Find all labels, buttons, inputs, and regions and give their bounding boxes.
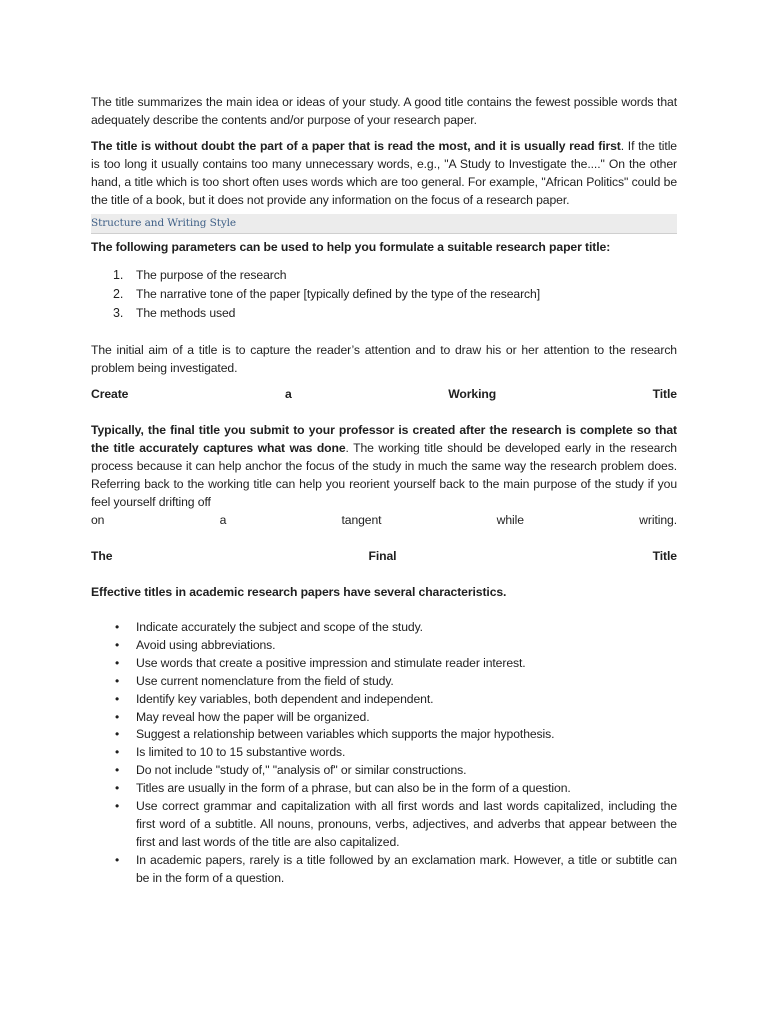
list-item-text: In academic papers, rarely is a title followed by an exclamation mark. However, a title or subtitle can be in the form of a question. — [136, 852, 677, 885]
intro-paragraph-2 — [91, 137, 677, 209]
list-item — [91, 637, 677, 655]
heading-word: a — [284, 387, 292, 401]
list-item — [91, 709, 677, 727]
list-item-text: May reveal how the paper will be organized. — [136, 709, 370, 724]
list-item — [91, 691, 677, 709]
line-word: on — [91, 513, 105, 527]
section-header-structure: Structure and Writing Style — [91, 214, 677, 234]
working-title-paragraph — [91, 421, 677, 511]
params-list — [91, 266, 677, 323]
heading-word: Create — [91, 387, 129, 401]
list-item-text: Use correct grammar and capitalization with all first words and last words capitalized, including the first word of a subtitle. All nouns, pronouns, verbs, adjectives, and adverbs that appear between the first and last words of the title are also capitalized. — [136, 799, 677, 849]
list-item — [91, 655, 677, 673]
list-item — [91, 798, 677, 852]
intro-paragraph-2-rest: . If the title is too long it usually contains too many unnecessary words, e.g., "A Study to Investigate the...." On the other hand, a title which is too short often uses words which are too general. For example, "African Politics" could be the title of a book, but it does not provide any information on the focus of a research paper. — [91, 139, 677, 207]
list-item-text: The methods used — [136, 306, 236, 320]
params-list-item — [91, 266, 677, 285]
list-item — [91, 619, 677, 637]
list-item-text: Do not include "study of," "analysis of" or similar constructions. — [136, 763, 467, 778]
list-item-text: Use words that create a positive impression and stimulate reader interest. — [136, 655, 526, 670]
list-number: 1. — [113, 268, 124, 282]
bullet-icon: • — [115, 673, 120, 688]
list-item-text: Titles are usually in the form of a phrase, but can also be in the form of a question. — [136, 781, 571, 796]
intro-paragraph-2-bold: The title is without doubt the part of a paper that is read the most, and it is usually read first — [91, 139, 621, 153]
final-title-heading — [91, 547, 677, 565]
heading-word: Final — [368, 549, 397, 563]
list-item-text: The narrative tone of the paper [typically defined by the type of the research] — [136, 287, 541, 301]
characteristics-heading — [91, 583, 677, 601]
bullet-icon: • — [115, 781, 120, 796]
list-item-text: Is limited to 10 to 15 substantive words. — [136, 745, 346, 760]
characteristics-list — [91, 619, 677, 888]
list-item — [91, 852, 677, 888]
heading-word: Title — [652, 387, 677, 401]
bullet-icon: • — [115, 745, 120, 760]
list-item-text: Avoid using abbreviations. — [136, 637, 276, 652]
aim-paragraph: The initial aim of a title is to capture the reader’s attention and to draw his or her attention to the research problem being investigated. — [91, 343, 677, 375]
heading-word: Working — [448, 387, 497, 401]
bullet-icon: • — [115, 852, 120, 867]
bullet-icon: • — [115, 655, 120, 670]
list-item-text: Use current nomenclature from the field of study. — [136, 673, 394, 688]
list-item-text: The purpose of the research — [136, 268, 287, 282]
list-item — [91, 744, 677, 762]
heading-word: Title — [652, 549, 677, 563]
working-title-paragraph-rest: . The working title should be developed early in the research process because it can help anchor the focus of the study in much the same way the research problem does. Referring back to the working title can help you reorient yourself back to the main purpose of the study if you feel yourself drifting off — [91, 441, 677, 509]
line-word: while — [496, 513, 524, 527]
bullet-icon: • — [115, 620, 120, 634]
list-item-text: Suggest a relationship between variables which supports the major hypothesis. — [136, 727, 555, 742]
list-item — [91, 780, 677, 798]
line-word: writing. — [639, 513, 677, 527]
bullet-icon: • — [115, 637, 120, 652]
working-title-paragraph-bold: Typically, the final title you submit to your professor is created after the research is complete so that the title accurately captures what was done — [91, 423, 677, 455]
bullet-icon: • — [115, 727, 120, 742]
bullet-icon: • — [115, 691, 120, 706]
params-list-item — [91, 304, 677, 323]
list-item-text: Indicate accurately the subject and scope of the study. — [136, 620, 423, 634]
list-item — [91, 762, 677, 780]
params-list-item — [91, 285, 677, 304]
line-word: tangent — [341, 513, 382, 527]
list-item-text: Identify key variables, both dependent and independent. — [136, 691, 434, 706]
working-title-last-line — [91, 511, 677, 529]
line-word: a — [219, 513, 227, 527]
params-heading — [91, 238, 677, 256]
heading-word: The — [91, 549, 113, 563]
bullet-icon: • — [115, 799, 120, 814]
bullet-icon: • — [115, 763, 120, 778]
characteristics-heading-text: Effective titles in academic research papers have several characteristics. — [91, 585, 507, 599]
list-item — [91, 673, 677, 691]
bullet-icon: • — [115, 709, 120, 724]
list-number: 2. — [113, 287, 124, 301]
intro-paragraph-1: The title summarizes the main idea or ideas of your study. A good title contains the fewest possible words that adequately describe the contents and/or purpose of your research paper. — [91, 95, 677, 127]
list-number: 3. — [113, 306, 124, 320]
params-heading-text: The following parameters can be used to help you formulate a suitable research paper title: — [91, 240, 611, 254]
list-item — [91, 726, 677, 744]
working-title-heading — [91, 385, 677, 403]
